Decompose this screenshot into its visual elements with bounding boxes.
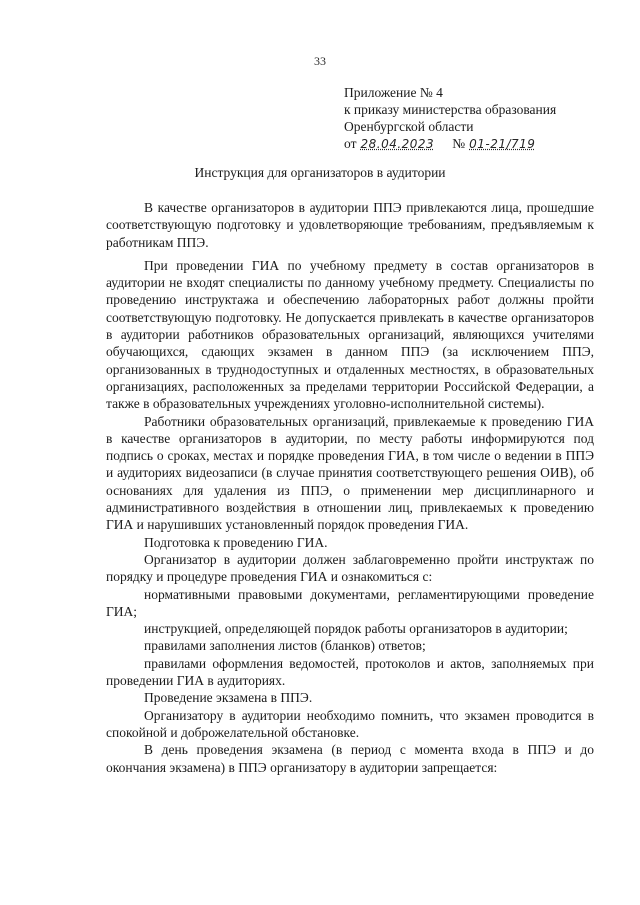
order-number: 01-21/719 [469,137,536,151]
region-name: Оренбургской области [344,119,474,134]
appendix-header [344,84,624,153]
order-reference: к приказу министерства образования [344,102,557,117]
order-date: 28.04.2023 [360,137,435,151]
date-prefix: от [344,136,357,151]
document-title: Инструкция для организаторов в аудитории [194,165,446,180]
order-date-number-line [344,135,624,153]
page-number: 33 [314,54,326,68]
document-body [106,193,594,776]
number-prefix: № [452,136,466,151]
paragraph: Организатору в аудитории необходимо помнить, что экзамен проводится в спокойной и доброжелательной обстановке. [106,707,594,740]
section-heading: Проведение экзамена в ППЭ. [144,690,313,706]
list-item: инструкцией, определяющей порядок работы организаторов в аудитории; [144,621,568,637]
appendix-label: Приложение № 4 [344,85,443,100]
list-item: нормативными правовыми документами, регламентирующими проведение ГИА; [106,586,594,619]
paragraph: При проведении ГИА по учебному предмету в состав организаторов в аудитории не входят специалисты по данному учебному предмету. Специалисты по проведению инструктажа и обеспечению лабораторных работ должны пройти соответствующую подготовку. Не допускается привлекать в качестве организаторов в аудитории работников образовательных организаций, являющихся учителями обучающихся, сдающих экзамен в данном ППЭ (за исключением ППЭ, организованных в труднодоступных и отдаленных местностях, в образовательных организациях, расположенных за пределами территории Российской Федерации, а также в образовательных учреждениях уголовно-исполнительной системы). [106,257,594,412]
section-heading: Подготовка к проведению ГИА. [144,534,328,550]
paragraph: Организатор в аудитории должен заблаговременно пройти инструктаж по порядку и процедуре проведения ГИА и ознакомиться с: [106,551,594,585]
paragraph: Работники образовательных организаций, привлекаемые к проведению ГИА в качестве организаторов в аудитории, по месту работы информируются под подпись о сроках, местах и порядке проведения ГИА, в том числе о ведении в ППЭ и аудиториях видеозаписи (в случае принятия соответствующего решения ОИВ), об основаниях для удаления из ППЭ, о применении мер дисциплинарного и административного воздействия в отношении лиц, привлекаемых к проведению ГИА и нарушивших установленный порядок проведения ГИА. [106,413,594,533]
list-item: правилами заполнения листов (бланков) ответов; [144,638,426,654]
paragraph: В качестве организаторов в аудитории ППЭ привлекаются лица, прошедшие соответствующую подготовку и удовлетворяющие требованиям, предъявляемым к работникам ППЭ. [106,200,594,250]
paragraph: В день проведения экзамена (в период с момента входа в ППЭ и до окончания экзамена) в ППЭ организатору в аудитории запрещается: [106,742,594,775]
list-item: правилами оформления ведомостей, протоколов и актов, заполняемых при проведении ГИА в аудиториях. [106,655,594,689]
